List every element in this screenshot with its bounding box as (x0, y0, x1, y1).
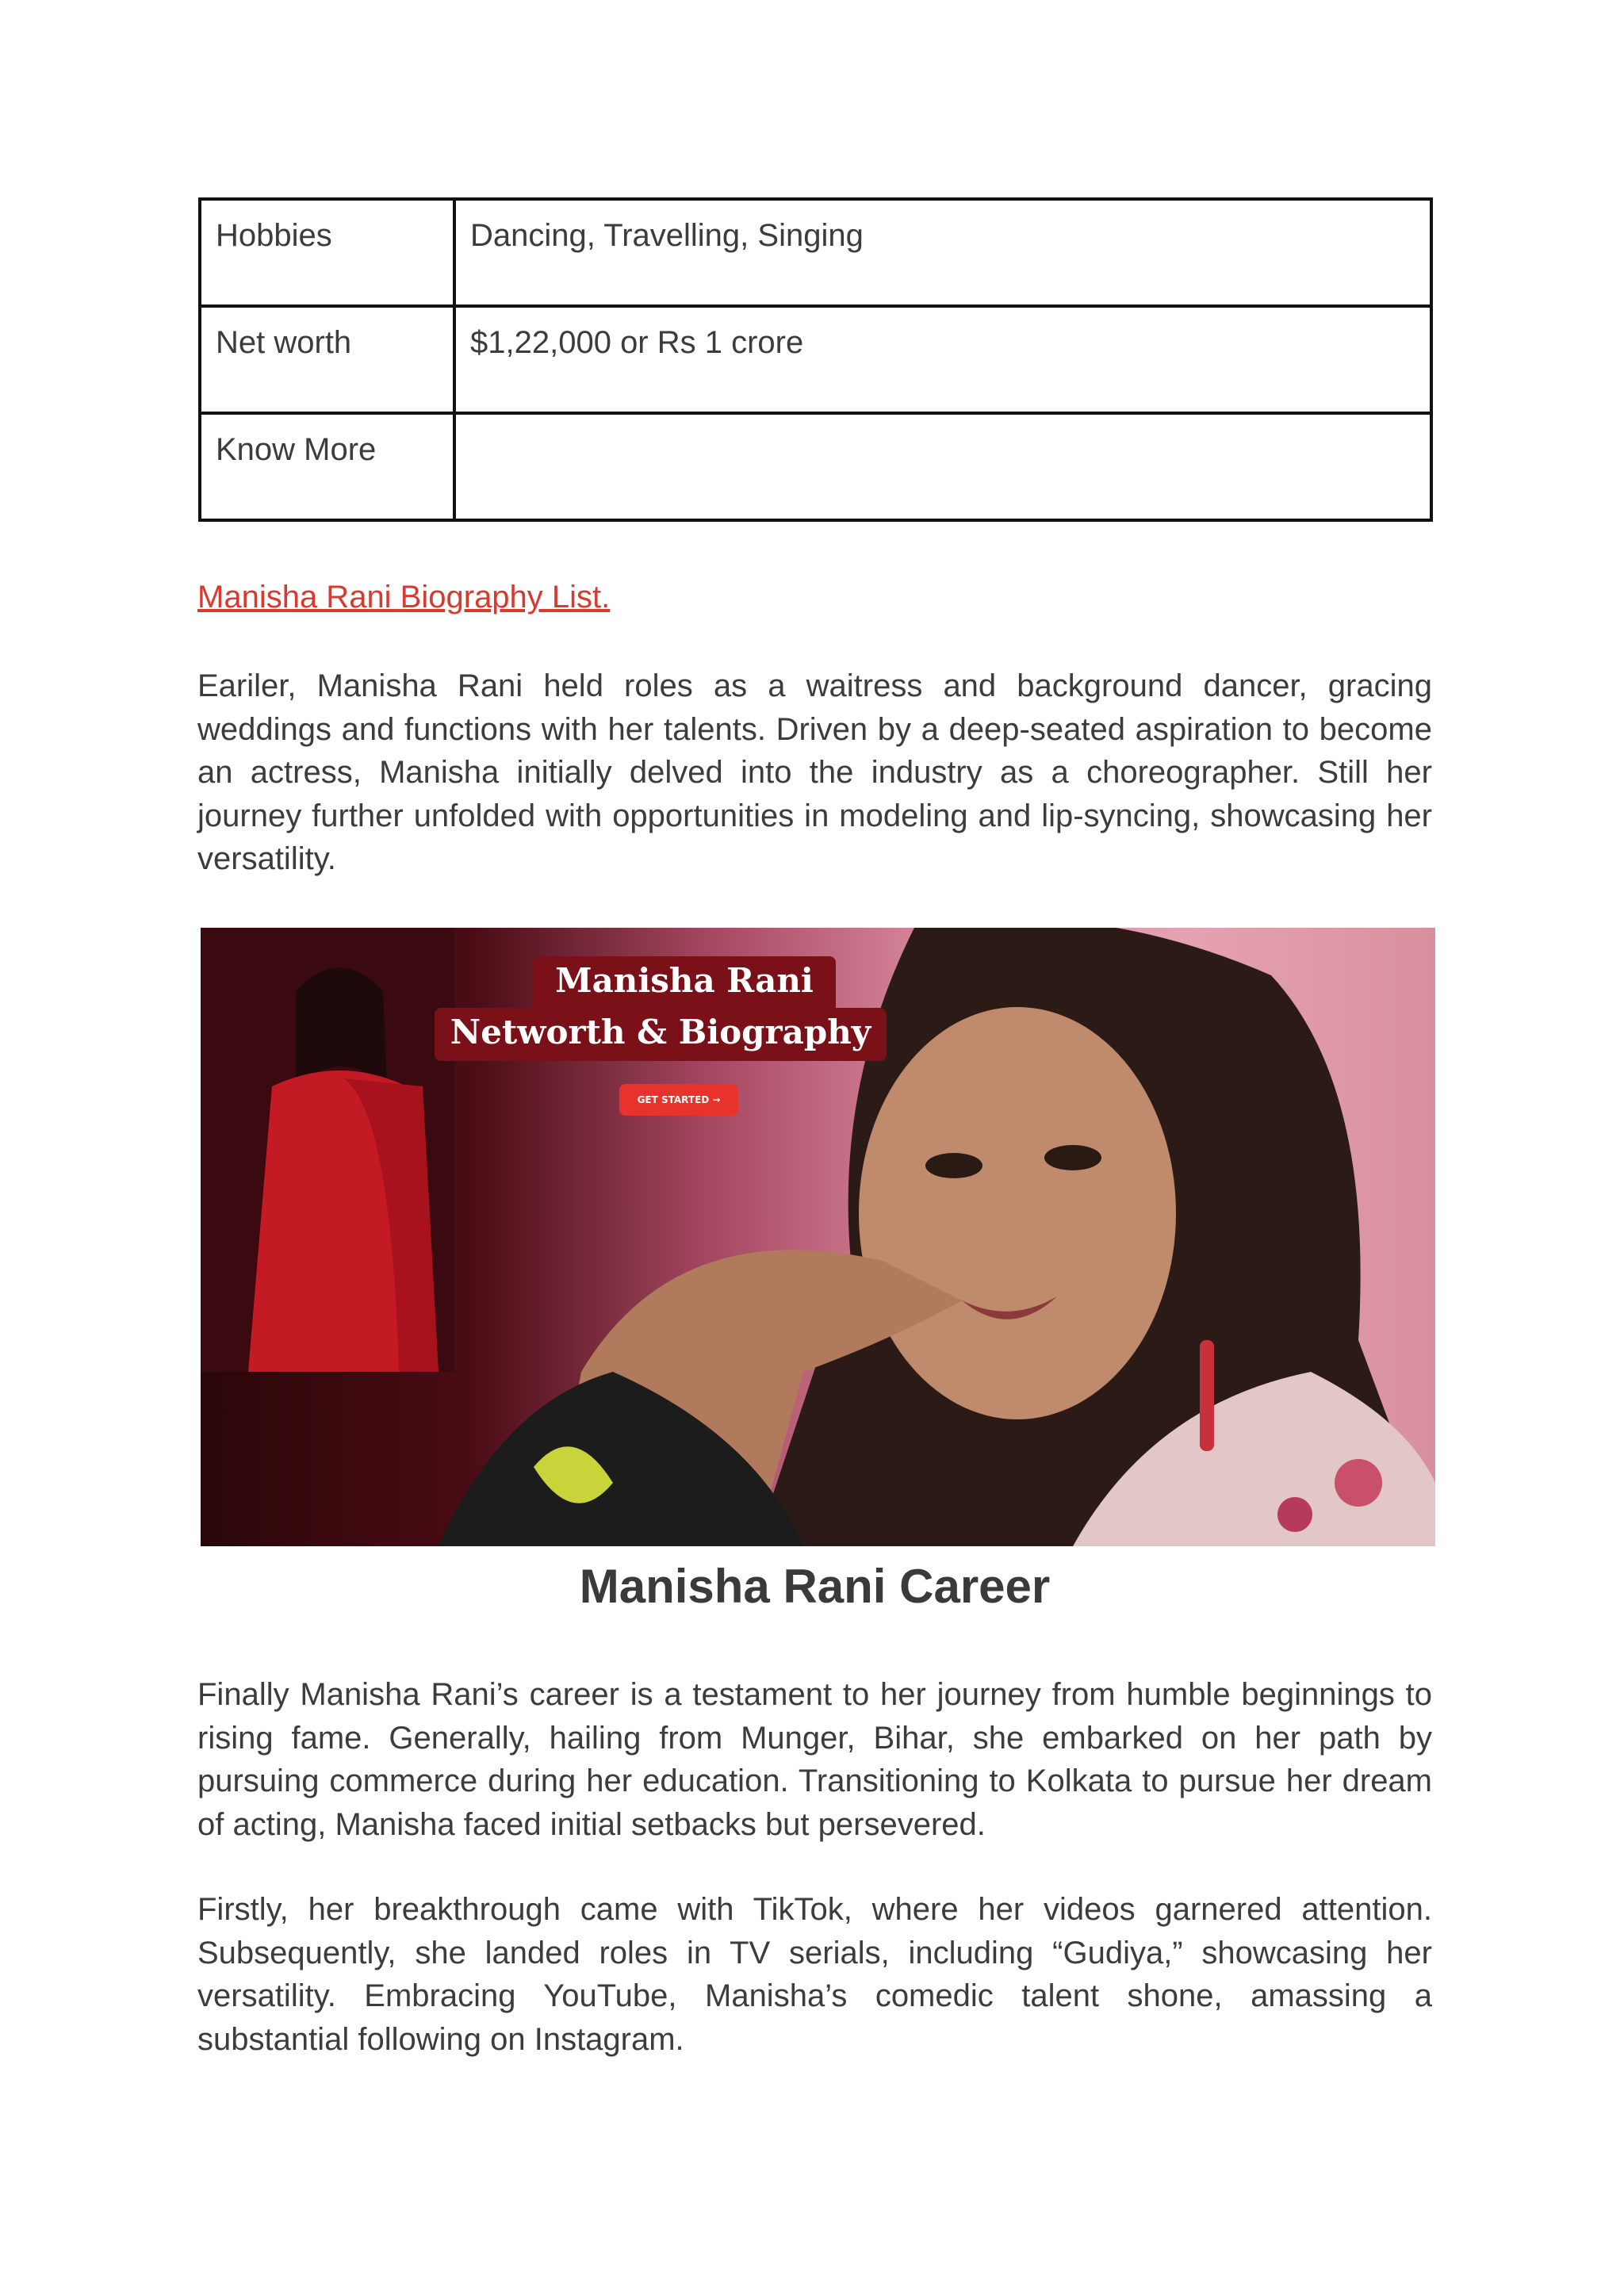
table-value-cell (454, 413, 1431, 520)
paragraph-early-roles: Eariler, Manisha Rani held roles as a waitress and background dancer, gracing weddings and functions with her talents. Driven by a deep-seated aspiration to become an actress, Manisha initially delved into the industry as a choreographer. Still her journey further unfolded with opportunities in modeling and lip-syncing, showcasing her versatility. (197, 668, 1432, 876)
table-row (200, 306, 1431, 413)
floral-print-dot (1335, 1459, 1382, 1507)
portrait-eye-right (1044, 1145, 1101, 1170)
floral-print-dot (1277, 1497, 1312, 1532)
section-heading: Manisha Rani Career (579, 1560, 1051, 1613)
paragraph-breakthrough: Firstly, her breakthrough came with TikTok, where her videos garnered attention. Subsequently, she landed roles in TV serials, including “Gudiya,” showcasing her versatility. Embracing YouTube, Manisha’s comedic talent shone, amassing a substantial following on Instagram. (197, 1892, 1432, 2057)
banner-title (450, 956, 906, 1061)
biography-list-link[interactable]: Manisha Rani Biography List. (197, 580, 611, 615)
table-key-cell: Hobbies (200, 199, 454, 306)
banner-title-line2: Networth & Biography (435, 1008, 887, 1061)
table-row (200, 199, 1431, 306)
table-row (200, 413, 1431, 520)
banner-image (201, 928, 1435, 1546)
earring-shape (1200, 1340, 1214, 1451)
paragraph-career-intro: Finally Manisha Rani’s career is a testament to her journey from humble beginnings to rising fame. Generally, hailing from Munger, Bihar, she embarked on her path by pursuing commerce during her education. Transitioning to Kolkata to pursue her dream of acting, Manisha faced initial setbacks but persevered. (197, 1677, 1432, 1842)
portrait-eye-left (925, 1153, 982, 1178)
table-value-cell: $1,22,000 or Rs 1 crore (454, 306, 1431, 413)
info-table (198, 197, 1433, 522)
table-key-cell: Net worth (200, 306, 454, 413)
table-value-cell: Dancing, Travelling, Singing (454, 199, 1431, 306)
banner-title-line1: Manisha Rani (533, 956, 836, 1008)
portrait-face-shape (859, 1007, 1176, 1419)
get-started-button[interactable]: GET STARTED → (619, 1084, 738, 1116)
table-key-cell: Know More (200, 413, 454, 520)
